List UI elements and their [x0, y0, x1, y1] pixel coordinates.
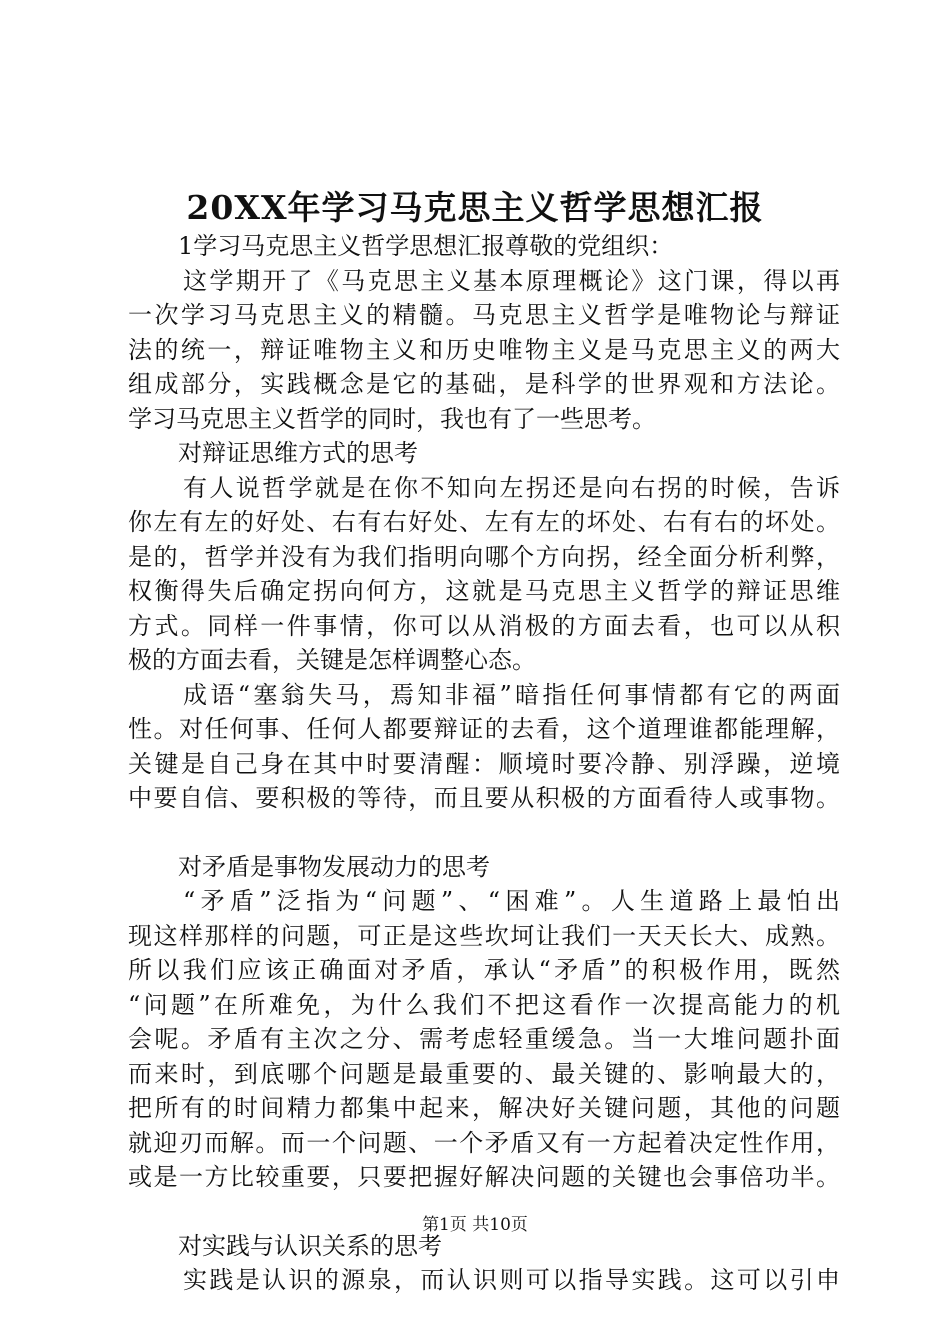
paragraph-line: 法的统一，辩证唯物主义和历史唯物主义是马克思主义的两大: [128, 335, 840, 364]
paragraph-line: 关键是自己身在其中时要清醒：顺境时要冷静、别浮躁，逆境: [128, 749, 840, 778]
section-heading: 对辩证思维方式的思考: [178, 439, 418, 467]
paragraph-line: 1学习马克思主义哲学思想汇报尊敬的党组织：: [178, 232, 674, 260]
document-body: [128, 229, 840, 1298]
paragraph-line: 这学期开了《马克思主义基本原理概论》这门课，得以再: [183, 266, 840, 295]
paragraph-line: 实践是认识的源泉，而认识则可以指导实践。这可以引申: [183, 1266, 840, 1294]
paragraph-line: 方式。同样一件事情，你可以从消极的方面去看，也可以从积: [128, 611, 840, 640]
paragraph-line: 中要自信、要积极的等待，而且要从积极的方面看待人或事物。: [128, 784, 840, 812]
paragraph-line: 性。对任何事、任何人都要辩证的去看，这个道理谁都能理解，: [128, 715, 840, 743]
paragraph-line: 权衡得失后确定拐向何方，这就是马克思主义哲学的辩证思维: [128, 577, 840, 605]
section-heading: 对实践与认识关系的思考: [178, 1231, 442, 1260]
paragraph-line: 所以我们应该正确面对矛盾，承认“矛盾”的积极作用，既然: [128, 956, 840, 984]
document-title: 20XX年学习马克思主义哲学思想汇报: [186, 188, 764, 227]
paragraph-line: 你左有左的好处、右有右好处、左有左的坏处、右有右的坏处。: [128, 508, 840, 536]
paragraph-line: 而来时，到底哪个问题是最重要的、最关键的、影响最大的，: [128, 1059, 840, 1088]
paragraph-line: 极的方面去看，关键是怎样调整心态。: [128, 646, 536, 674]
paragraph-line: 或是一方比较重要，只要把握好解决问题的关键也会事倍功半。: [128, 1163, 840, 1191]
paragraph-line: 有人说哲学就是在你不知向左拐还是向右拐的时候，告诉: [183, 473, 840, 502]
paragraph-line: 把所有的时间精力都集中起来，解决好关键问题，其他的问题: [128, 1094, 840, 1122]
paragraph-line: 就迎刃而解。而一个问题、一个矛盾又有一方起着决定性作用，: [128, 1128, 840, 1157]
paragraph-line: “问题”在所难免，为什么我们不把这看作一次提高能力的机: [128, 990, 840, 1019]
paragraph-gap: [128, 816, 840, 850]
paragraph-line: 学习马克思主义哲学的同时，我也有了一些思考。: [128, 404, 656, 433]
paragraph-line: “矛盾”泛指为“问题”、“困难”。人生道路上最怕出: [183, 887, 840, 915]
paragraph-line: 会呢。矛盾有主次之分、需考虑轻重缓急。当一大堆问题扑面: [128, 1025, 840, 1053]
paragraph-line: 现这样那样的问题，可正是这些坎坷让我们一天天长大、成熟。: [128, 921, 840, 950]
section-heading: 对矛盾是事物发展动力的思考: [178, 852, 490, 881]
paragraph-line: 一次学习马克思主义的精髓。马克思主义哲学是唯物论与辩证: [128, 301, 840, 329]
paragraph-line: 成语“塞翁失马，焉知非福”暗指任何事情都有它的两面: [183, 680, 840, 709]
paragraph-line: 组成部分，实践概念是它的基础，是科学的世界观和方法论。: [128, 370, 840, 398]
paragraph-line: 是的，哲学并没有为我们指明向哪个方向拐，经全面分析利弊，: [128, 542, 840, 571]
page-number-footer: 第1页 共10页: [422, 1215, 528, 1235]
